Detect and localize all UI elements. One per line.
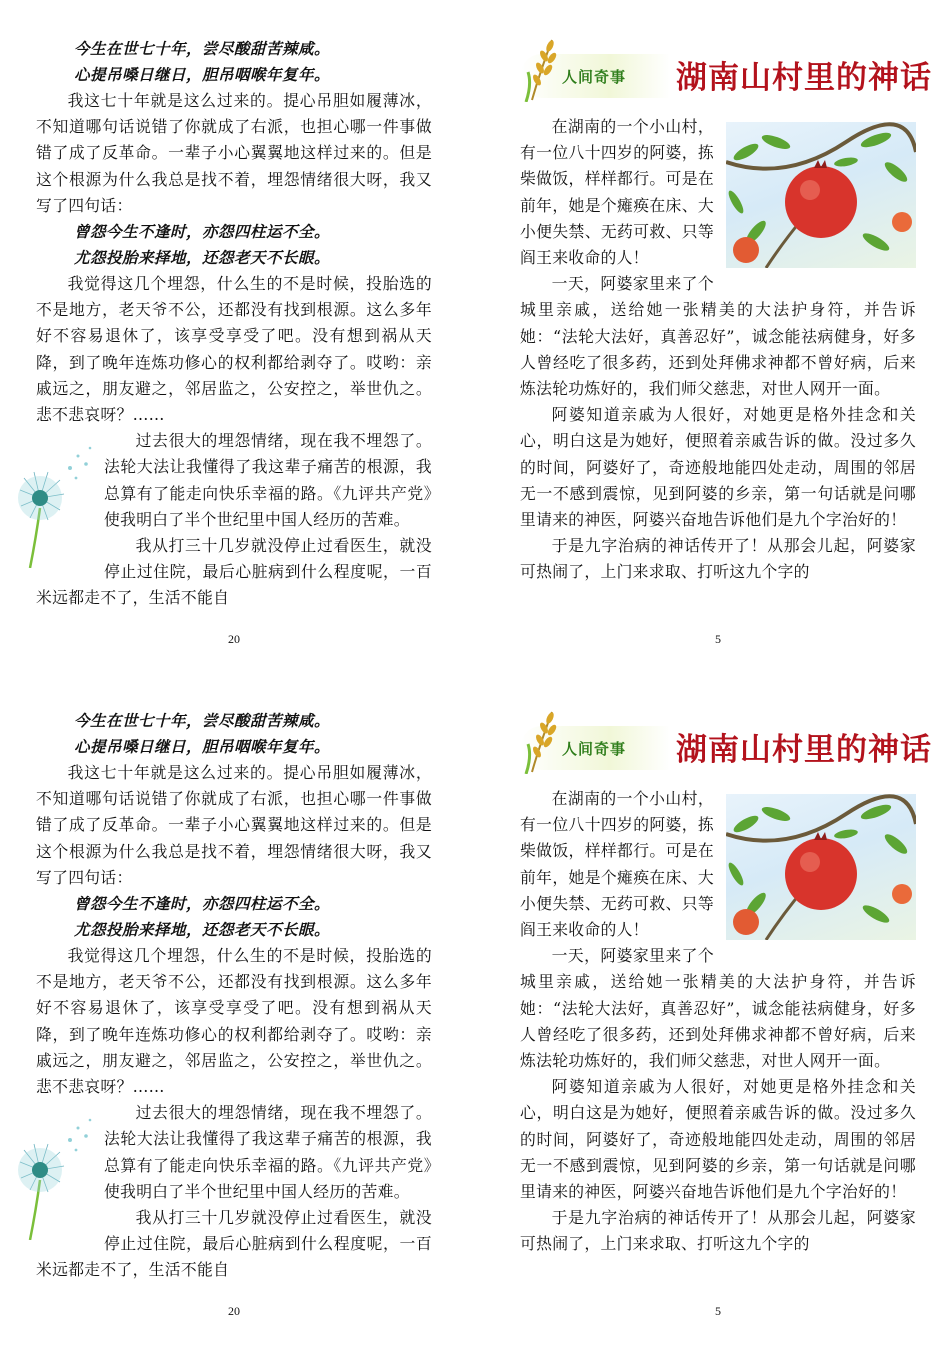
wheat-icon bbox=[522, 708, 562, 774]
paragraph: 于是九字治病的神话传开了！从那会儿起，阿婆家可热闹了，上门来求取、打听这九个字的 bbox=[520, 1208, 916, 1254]
article-body bbox=[520, 786, 916, 1258]
paragraph: 阿婆知道亲戚为人很好，对她更是格外挂念和关心，明白这是为她好，便照着亲戚告诉的做。没过多久的时间，阿婆好了，奇迹般地能四处走动，周围的邻居无一不感到震惊，见到阿婆的乡亲，第一句话就是问哪里请来的神医，阿婆兴奋地告诉他们是九个字治好的！ bbox=[520, 405, 916, 530]
poem-line: 今生在世七十年，尝尽酸甜苦辣咸。 bbox=[74, 39, 331, 58]
paragraph: 在湖南的一个小山村，有一位八十四岁的阿婆，拣柴做饭，样样都行。可是在前年，她是个瘫痪在床、大小便失禁、无药可救、只等阎王来收命的人！ bbox=[520, 117, 714, 268]
paragraph: 我这七十年就是这么过来的。提心吊胆如履薄冰，不知道哪句话说错了你就成了右派，也担心哪一件事做错了成了反革命。一辈子小心翼翼地这样过来的。但是这个根源为什么我总是找不着，埋怨情绪很大呀，我又写了四句话： bbox=[36, 763, 432, 887]
poem-line: 心提吊嗓日继日，胆吊咽喉年复年。 bbox=[74, 737, 331, 756]
page-number: 20 bbox=[228, 1304, 240, 1318]
right-page bbox=[520, 672, 932, 1344]
poem-line: 尤怨投胎来择地，还怨老天不长眼。 bbox=[74, 920, 331, 940]
paragraph: 我从打三十几岁就没停止过看医生，就没停止过住院，最后心脏病到什么程度呢，一百米远都走不了，生活不能自 bbox=[36, 536, 432, 608]
left-page bbox=[36, 0, 432, 672]
paragraph: 一天，阿婆家里来了个城里亲戚，送给她一张精美的大法护身符，并告诉她：“法轮大法好，真善忍好”，诚念能祛病健身，好多人曾经吃了很多药，还到处拜佛求神都不曾好病，后来炼法轮功炼好的，我们师父慈悲，对世人网开一面。 bbox=[520, 946, 916, 1071]
wheat-icon bbox=[522, 36, 562, 102]
paragraph: 过去很大的埋怨情绪，现在我不埋怨了。法轮大法让我懂得了我这辈子痛苦的根源，我总算有了能走向快乐幸福的路。《九评共产党》使我明白了半个世纪里中国人经历的苦难。 bbox=[104, 431, 432, 529]
spread-bottom bbox=[0, 672, 950, 1344]
page-number: 5 bbox=[715, 1304, 721, 1318]
poem-line: 今生在世七十年，尝尽酸甜苦辣咸。 bbox=[74, 711, 331, 730]
dandelion-block bbox=[36, 1100, 432, 1283]
dandelion-icon bbox=[18, 438, 96, 568]
page-number: 5 bbox=[715, 632, 721, 646]
paragraph: 我觉得这几个埋怨，什么生的不是时候，投胎选的不是地方，老天爷不公，还都没有找到根源。这么多年好不容易退休了，该享受享受了吧。没有想到祸从天降，到了晚年连炼功修心的权利都给剥夺了。哎哟：亲戚远之，朋友避之，邻居监之，公安控之，举世仇之。悲不悲哀呀？…… bbox=[36, 946, 432, 1097]
spread-top bbox=[0, 0, 950, 672]
poem-line: 心提吊嗓日继日，胆吊咽喉年复年。 bbox=[74, 65, 331, 84]
right-page bbox=[520, 0, 932, 672]
dandelion-icon bbox=[18, 1110, 96, 1240]
banner-tag: 人间奇事 bbox=[562, 740, 627, 758]
paragraph: 阿婆知道亲戚为人很好，对她更是格外挂念和关心，明白这是为她好，便照着亲戚告诉的做。没过多久的时间，阿婆好了，奇迹般地能四处走动，周围的邻居无一不感到震惊，见到阿婆的乡亲，第一句话就是问哪里请来的神医，阿婆兴奋地告诉他们是九个字治好的！ bbox=[520, 1077, 916, 1202]
paragraph: 一天，阿婆家里来了个城里亲戚，送给她一张精美的大法护身符，并告诉她：“法轮大法好，真善忍好”，诚念能祛病健身，好多人曾经吃了很多药，还到处拜佛求神都不曾好病，后来炼法轮功炼好的，我们师父慈悲，对世人网开一面。 bbox=[520, 274, 916, 399]
poem-line: 曾怨今生不逢时，亦怨四柱运不全。 bbox=[74, 894, 331, 914]
paragraph: 过去很大的埋怨情绪，现在我不埋怨了。法轮大法让我懂得了我这辈子痛苦的根源，我总算有了能走向快乐幸福的路。《九评共产党》使我明白了半个世纪里中国人经历的苦难。 bbox=[104, 1103, 432, 1201]
page-number: 20 bbox=[228, 632, 240, 646]
article-title: 湖南山村里的神话 bbox=[676, 60, 932, 96]
pomegranate-photo bbox=[726, 794, 916, 940]
paragraph: 于是九字治病的神话传开了！从那会儿起，阿婆家可热闹了，上门来求取、打听这九个字的 bbox=[520, 536, 916, 582]
dandelion-block bbox=[36, 428, 432, 611]
article-title: 湖南山村里的神话 bbox=[676, 732, 932, 768]
article-banner bbox=[520, 704, 932, 780]
paragraph: 在湖南的一个小山村，有一位八十四岁的阿婆，拣柴做饭，样样都行。可是在前年，她是个瘫痪在床、大小便失禁、无药可救、只等阎王来收命的人！ bbox=[520, 789, 714, 940]
left-page bbox=[36, 672, 432, 1344]
banner-tag: 人间奇事 bbox=[562, 68, 627, 86]
poem-line: 尤怨投胎来择地，还怨老天不长眼。 bbox=[74, 248, 331, 268]
pomegranate-photo bbox=[726, 122, 916, 268]
paragraph: 我从打三十几岁就没停止过看医生，就没停止过住院，最后心脏病到什么程度呢，一百米远都走不了，生活不能自 bbox=[36, 1208, 432, 1280]
article-body bbox=[520, 114, 916, 586]
poem-line: 曾怨今生不逢时，亦怨四柱运不全。 bbox=[74, 222, 331, 242]
paragraph: 我觉得这几个埋怨，什么生的不是时候，投胎选的不是地方，老天爷不公，还都没有找到根源。这么多年好不容易退休了，该享受享受了吧。没有想到祸从天降，到了晚年连炼功修心的权利都给剥夺了。哎哟：亲戚远之，朋友避之，邻居监之，公安控之，举世仇之。悲不悲哀呀？…… bbox=[36, 274, 432, 425]
paragraph: 我这七十年就是这么过来的。提心吊胆如履薄冰，不知道哪句话说错了你就成了右派，也担心哪一件事做错了成了反革命。一辈子小心翼翼地这样过来的。但是这个根源为什么我总是找不着，埋怨情绪很大呀，我又写了四句话： bbox=[36, 91, 432, 215]
article-banner bbox=[520, 32, 932, 108]
